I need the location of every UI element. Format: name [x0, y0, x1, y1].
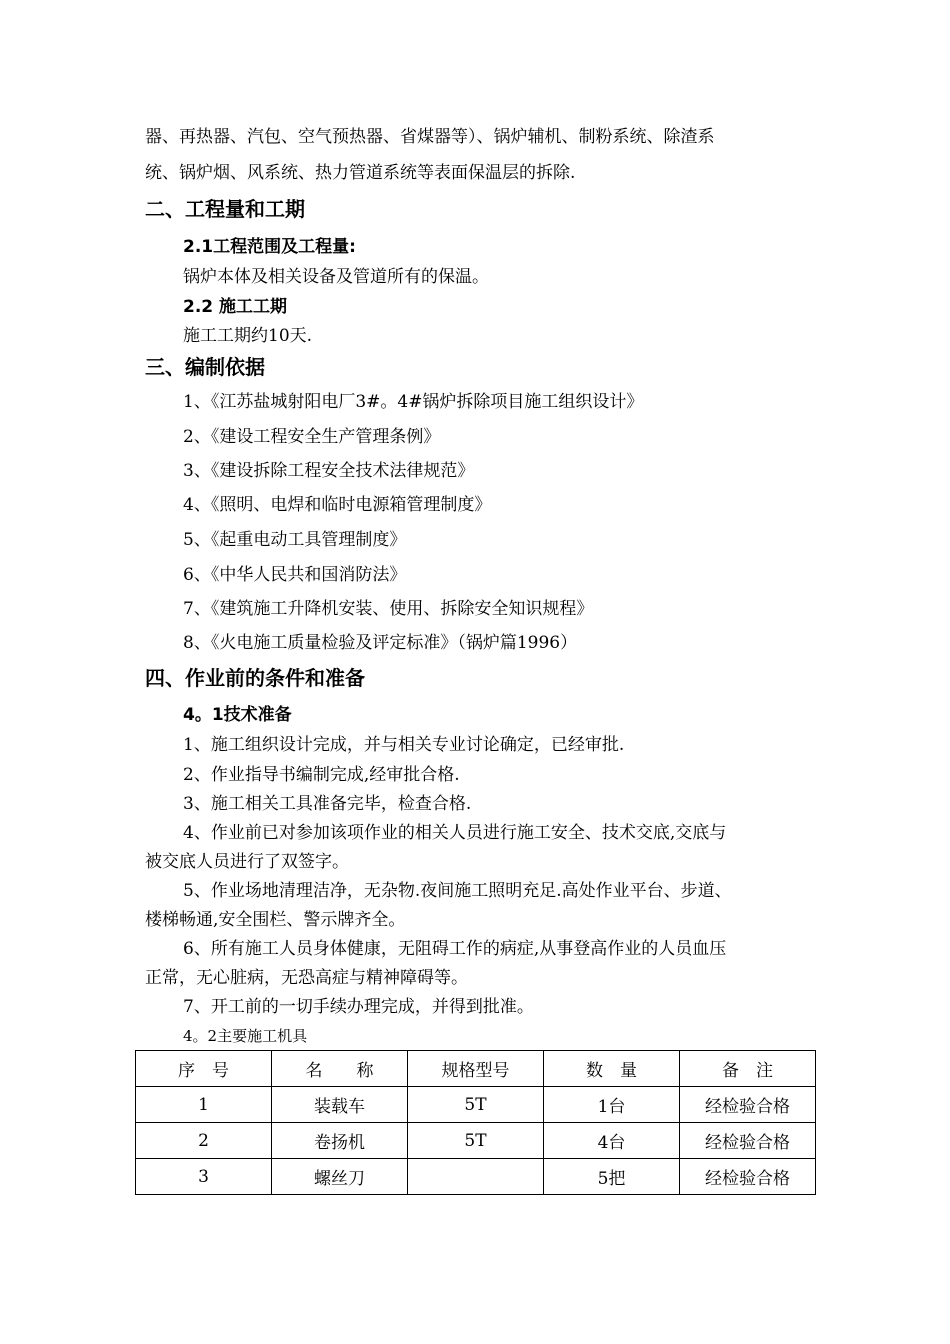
prep-item-4-line-2: 被交底人员进行了双签字。: [145, 852, 349, 872]
table-cell: 卷扬机: [272, 1123, 408, 1159]
section-2-2-heading: 2.2 施工工期: [183, 297, 288, 317]
intro-line-2: 统、锅炉烟、风系统、热力管道系统等表面保温层的拆除.: [145, 163, 576, 183]
header-cell-index: 序 号: [136, 1051, 272, 1087]
section-4-heading: 四、作业前的条件和准备: [145, 666, 365, 690]
table-row: [136, 1159, 816, 1195]
section-2-1-text: 锅炉本体及相关设备及管道所有的保温。: [183, 267, 489, 287]
basis-item-7: 7、《建筑施工升降机安装、使用、拆除安全知识规程》: [183, 599, 594, 619]
prep-item-7: 7、开工前的一切手续办理完成，并得到批准。: [183, 997, 534, 1017]
basis-item-1: 1、《江苏盐城射阳电厂3#。4#锅炉拆除项目施工组织设计》: [183, 392, 644, 412]
table-cell: 螺丝刀: [272, 1159, 408, 1195]
section-3-heading: 三、编制依据: [145, 355, 265, 379]
table-cell: 5T: [408, 1123, 544, 1159]
basis-item-3: 3、《建设拆除工程安全技术法律规范》: [183, 461, 475, 481]
table-cell: 4台: [544, 1123, 680, 1159]
table-header-row: [136, 1051, 816, 1087]
table-cell: [408, 1159, 544, 1195]
table-cell: 经检验合格: [680, 1123, 816, 1159]
prep-item-1: 1、施工组织设计完成，并与相关专业讨论确定，已经审批.: [183, 735, 625, 755]
basis-item-5: 5、《起重电动工具管理制度》: [183, 530, 407, 550]
header-cell-remarks: 备 注: [680, 1051, 816, 1087]
basis-item-2: 2、《建设工程安全生产管理条例》: [183, 427, 441, 447]
table-cell: 1: [136, 1087, 272, 1123]
basis-item-6: 6、《中华人民共和国消防法》: [183, 565, 407, 585]
section-2-2-text: 施工工期约10天.: [183, 326, 313, 346]
section-4-2-heading: 4。2主要施工机具: [183, 1027, 308, 1045]
section-2-heading: 二、工程量和工期: [145, 197, 305, 221]
prep-item-3: 3、施工相关工具准备完毕，检查合格.: [183, 794, 472, 814]
basis-item-4: 4、《照明、电焊和临时电源箱管理制度》: [183, 495, 492, 515]
prep-item-4-line-1: 4、作业前已对参加该项作业的相关人员进行施工安全、技术交底,交底与: [183, 823, 727, 843]
table-cell: 2: [136, 1123, 272, 1159]
header-cell-name: 名 称: [272, 1051, 408, 1087]
table-cell: 1台: [544, 1087, 680, 1123]
table-row: [136, 1123, 816, 1159]
equipment-table: [135, 1050, 816, 1195]
prep-item-6-line-2: 正常，无心脏病，无恐高症与精神障碍等。: [145, 968, 468, 988]
prep-item-6-line-1: 6、所有施工人员身体健康，无阻碍工作的病症,从事登高作业的人员血压: [183, 939, 727, 959]
table-cell: 3: [136, 1159, 272, 1195]
table-cell: 装载车: [272, 1087, 408, 1123]
prep-item-2: 2、作业指导书编制完成,经审批合格.: [183, 765, 460, 785]
table-cell: 5把: [544, 1159, 680, 1195]
intro-line-1: 器、再热器、汽包、空气预热器、省煤器等）、锅炉辅机、制粉系统、除渣系: [145, 127, 715, 147]
header-cell-spec: 规格型号: [408, 1051, 544, 1087]
table-row: [136, 1087, 816, 1123]
header-cell-quantity: 数 量: [544, 1051, 680, 1087]
prep-item-5-line-2: 楼梯畅通,安全围栏、警示牌齐全。: [145, 910, 406, 930]
section-2-1-heading: 2.1工程范围及工程量:: [183, 237, 356, 257]
prep-item-5-line-1: 5、作业场地清理洁净，无杂物.夜间施工照明充足.高处作业平台、步道、: [183, 881, 732, 901]
table-cell: 经检验合格: [680, 1159, 816, 1195]
table-cell: 经检验合格: [680, 1087, 816, 1123]
table-cell: 5T: [408, 1087, 544, 1123]
basis-item-8: 8、《火电施工质量检验及评定标准》（锅炉篇1996）: [183, 633, 578, 653]
section-4-1-heading: 4。1技术准备: [183, 705, 292, 725]
